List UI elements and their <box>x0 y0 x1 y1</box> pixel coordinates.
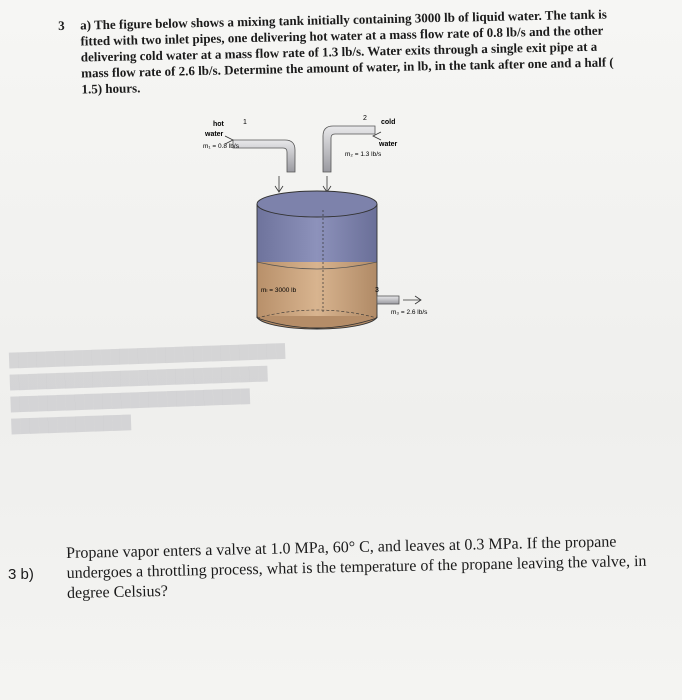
exit-number: 3 <box>375 287 379 294</box>
problem-3b-text: Propane vapor enters a valve at 1.0 MPa, 60° C, and leaves at 0.3 MPa. If the propane undergoes a throttling process, what is the temperature of the propane leaving the valve, in degree Celsius? <box>66 533 647 602</box>
mixing-tank-figure <box>195 112 455 342</box>
exit-flow-label: m₃ = 2.6 lb/s <box>391 309 428 316</box>
cold-inlet-pipe <box>323 126 381 192</box>
exit-pipe <box>377 296 421 304</box>
hot-label: hot <box>213 121 224 128</box>
inlet-2-number: 2 <box>363 115 367 122</box>
inlet-1-number: 1 <box>243 119 247 126</box>
cold-water-label: water <box>379 141 398 148</box>
problem-number: 3 b) <box>8 566 34 583</box>
problem-3a <box>58 6 618 97</box>
hot-water-label: water <box>205 131 224 138</box>
bleed-through-text: ██████████████████████████████ ████████████████████████████ ██████████████████████████ █████████████ <box>8 342 286 434</box>
problem-number: 3 <box>58 17 65 33</box>
tank <box>257 191 377 329</box>
tank-mass-label: mₗ = 3000 lb <box>261 287 297 294</box>
cold-flow-label: m₂ = 1.3 lb/s <box>345 151 382 158</box>
hot-flow-label: m₁ = 0.8 lb/s <box>203 143 239 150</box>
problem-3a-text: a) The figure below shows a mixing tank initially containing 3000 lb of liquid water. The tank is fitted with two inlet pipes, one delivering hot water at a mass flow rate of 0.8 lb/s and the other delivering cold water at a mass flow rate of 1.3 lb/s. Water exits through a single exit pipe at a mass flow rate of 2.6 lb/s. Determine the amount of water, in lb, in the tank after one and a half ( 1.5) hours. <box>79 6 614 97</box>
cold-label: cold <box>381 119 396 126</box>
